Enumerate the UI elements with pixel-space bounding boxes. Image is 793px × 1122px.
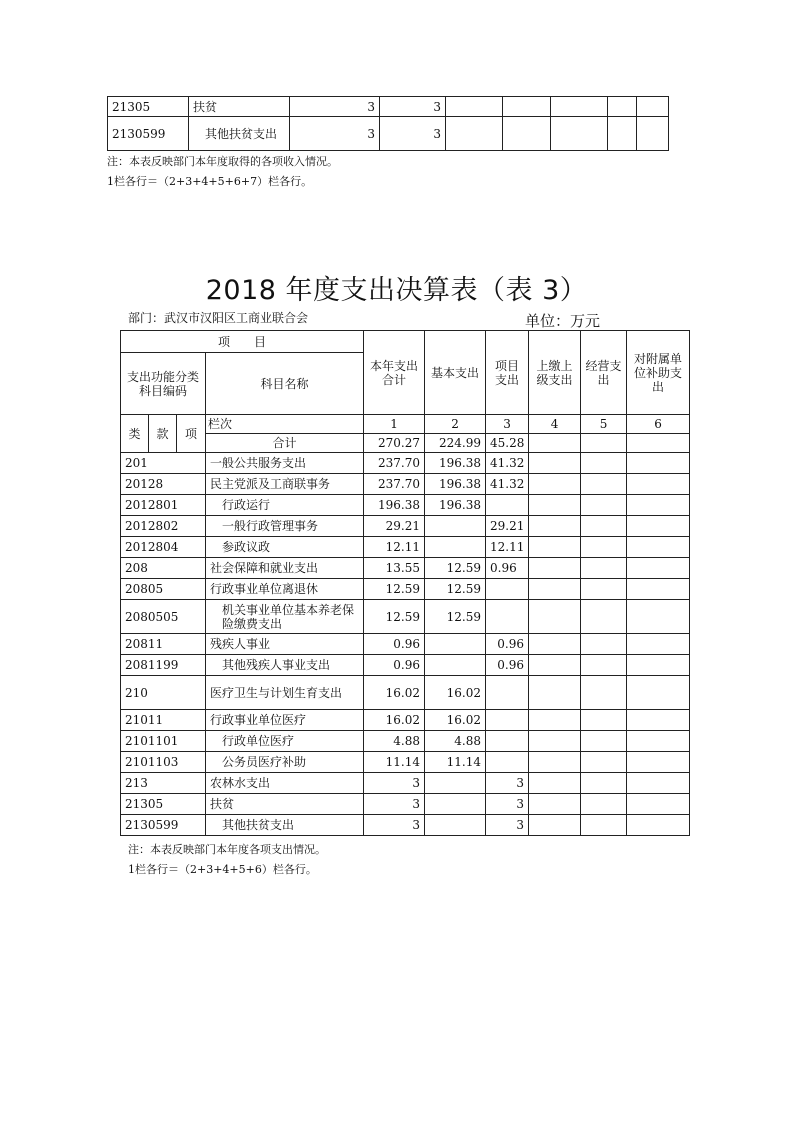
- table-row: [121, 794, 690, 815]
- project-cell: [486, 731, 529, 752]
- col-num: 4: [529, 415, 581, 434]
- project-cell: 0.96: [486, 655, 529, 676]
- project-cell: 41.32: [486, 474, 529, 495]
- table-row: [108, 97, 669, 117]
- table-row: [121, 453, 690, 474]
- name-cell: 机关事业单位基本养老保险缴费支出: [206, 600, 364, 634]
- project-cell: 41.32: [486, 453, 529, 474]
- income-table-continuation: [107, 96, 669, 151]
- table-row: [121, 655, 690, 676]
- code-cell: 201: [121, 453, 206, 474]
- name-cell: 行政事业单位离退休: [206, 579, 364, 600]
- basic-cell: [425, 634, 486, 655]
- total-cell: 16.02: [364, 676, 425, 710]
- basic-cell: [425, 815, 486, 836]
- name-cell: 其他扶贫支出: [189, 117, 290, 151]
- total-cell: 13.55: [364, 558, 425, 579]
- name-cell: 行政事业单位医疗: [206, 710, 364, 731]
- total-row: [121, 434, 690, 453]
- project-cell: 3: [486, 815, 529, 836]
- table-row: [121, 773, 690, 794]
- table-row: [108, 117, 669, 151]
- name-cell: 一般行政管理事务: [206, 516, 364, 537]
- expense-table: [120, 330, 690, 836]
- xiang-header: 项: [177, 415, 206, 453]
- table-row: [121, 474, 690, 495]
- table-row: [121, 600, 690, 634]
- total-cell: 12.11: [364, 537, 425, 558]
- name-cell: 农林水支出: [206, 773, 364, 794]
- col-num: 6: [627, 415, 690, 434]
- basic-cell: 196.38: [425, 453, 486, 474]
- subject-name-header: 科目名称: [206, 353, 364, 415]
- total-cell: 4.88: [364, 731, 425, 752]
- total-cell: 0.96: [364, 634, 425, 655]
- income-note-1: 注：本表反映部门本年度取得的各项收入情况。: [107, 155, 338, 168]
- expense-note-2: 1栏各行＝（2+3+4+5+6）栏各行。: [128, 863, 317, 876]
- project-cell: 3: [486, 794, 529, 815]
- total-cell: 3: [364, 815, 425, 836]
- basic-cell: 224.99: [425, 434, 486, 453]
- code-cell: 2130599: [108, 117, 189, 151]
- subsidy-header: 对附属单位补助支出: [627, 331, 690, 415]
- business-header: 经营支出: [581, 331, 627, 415]
- project-cell: [486, 676, 529, 710]
- total-cell: 196.38: [364, 495, 425, 516]
- total-cell: 3: [364, 773, 425, 794]
- department-label: 部门：武汉市汉阳区工商业联合会: [128, 311, 309, 325]
- name-cell: 公务员医疗补助: [206, 752, 364, 773]
- total-cell: 270.27: [364, 434, 425, 453]
- col-num: 2: [425, 415, 486, 434]
- code-cell: 2080505: [121, 600, 206, 634]
- project-cell: 29.21: [486, 516, 529, 537]
- name-cell: 其他扶贫支出: [206, 815, 364, 836]
- name-cell: 扶贫: [206, 794, 364, 815]
- project-cell: [486, 710, 529, 731]
- code-cell: 21305: [121, 794, 206, 815]
- code-cell: 208: [121, 558, 206, 579]
- col-num: 5: [581, 415, 627, 434]
- code-cell: 2012801: [121, 495, 206, 516]
- kuan-header: 款: [149, 415, 177, 453]
- code-cell: 2101101: [121, 731, 206, 752]
- col-num: 1: [364, 415, 425, 434]
- project-cell: 0.96: [486, 634, 529, 655]
- code-cell: 2012802: [121, 516, 206, 537]
- basic-cell: 12.59: [425, 579, 486, 600]
- table-row: [121, 710, 690, 731]
- basic-cell: [425, 794, 486, 815]
- total-cell: 11.14: [364, 752, 425, 773]
- total-header: 本年支出合计: [364, 331, 425, 415]
- unit-label: 单位：万元: [525, 312, 601, 330]
- name-cell: 一般公共服务支出: [206, 453, 364, 474]
- project-cell: [486, 600, 529, 634]
- value-cell: 3: [290, 97, 380, 117]
- basic-cell: 16.02: [425, 676, 486, 710]
- name-cell: 合计: [206, 434, 364, 453]
- basic-cell: 196.38: [425, 474, 486, 495]
- income-note-2: 1栏各行＝（2+3+4+5+6+7）栏各行。: [107, 175, 313, 188]
- upper-header: 上缴上级支出: [529, 331, 581, 415]
- basic-cell: [425, 773, 486, 794]
- code-cell: 21011: [121, 710, 206, 731]
- total-cell: 16.02: [364, 710, 425, 731]
- table-row: [121, 579, 690, 600]
- name-cell: 民主党派及工商联事务: [206, 474, 364, 495]
- table-row: [121, 516, 690, 537]
- basic-cell: [425, 537, 486, 558]
- basic-cell: 12.59: [425, 558, 486, 579]
- expense-note-1: 注：本表反映部门本年度各项支出情况。: [128, 843, 326, 856]
- func-code-header: 支出功能分类科目编码: [121, 353, 206, 415]
- project-cell: 0.96: [486, 558, 529, 579]
- total-cell: 29.21: [364, 516, 425, 537]
- name-cell: 行政运行: [206, 495, 364, 516]
- table-row: [121, 634, 690, 655]
- value-cell: 3: [290, 117, 380, 151]
- basic-cell: [425, 516, 486, 537]
- table-row: [121, 752, 690, 773]
- name-cell: 医疗卫生与计划生育支出: [206, 676, 364, 710]
- table-row: [121, 537, 690, 558]
- value-cell: 3: [380, 97, 446, 117]
- project-cell: 3: [486, 773, 529, 794]
- total-cell: 237.70: [364, 453, 425, 474]
- code-cell: 20128: [121, 474, 206, 495]
- code-cell: 210: [121, 676, 206, 710]
- project-header: 项目支出: [486, 331, 529, 415]
- code-cell: 2012804: [121, 537, 206, 558]
- col-num: 3: [486, 415, 529, 434]
- code-cell: 20811: [121, 634, 206, 655]
- code-cell: 2130599: [121, 815, 206, 836]
- total-cell: 0.96: [364, 655, 425, 676]
- project-cell: 45.28: [486, 434, 529, 453]
- total-cell: 12.59: [364, 579, 425, 600]
- name-cell: 参政议政: [206, 537, 364, 558]
- code-cell: 2101103: [121, 752, 206, 773]
- page-title: 2018 年度支出决算表（表 3）: [205, 275, 588, 306]
- basic-cell: 196.38: [425, 495, 486, 516]
- value-cell: 3: [380, 117, 446, 151]
- lanci-header: 栏次: [206, 415, 364, 434]
- table-row: [121, 495, 690, 516]
- project-cell: 12.11: [486, 537, 529, 558]
- basic-cell: 16.02: [425, 710, 486, 731]
- project-cell: [486, 752, 529, 773]
- lei-header: 类: [121, 415, 149, 453]
- total-cell: 12.59: [364, 600, 425, 634]
- name-cell: 行政单位医疗: [206, 731, 364, 752]
- item-header: 项 目: [121, 331, 364, 353]
- basic-cell: 12.59: [425, 600, 486, 634]
- code-cell: 213: [121, 773, 206, 794]
- name-cell: 其他残疾人事业支出: [206, 655, 364, 676]
- name-cell: 社会保障和就业支出: [206, 558, 364, 579]
- table-row: [121, 731, 690, 752]
- table-row: [121, 815, 690, 836]
- total-cell: 3: [364, 794, 425, 815]
- name-cell: 扶贫: [189, 97, 290, 117]
- basic-header: 基本支出: [425, 331, 486, 415]
- code-cell: 21305: [108, 97, 189, 117]
- table-row: [121, 676, 690, 710]
- table-row: [121, 558, 690, 579]
- code-cell: 20805: [121, 579, 206, 600]
- name-cell: 残疾人事业: [206, 634, 364, 655]
- basic-cell: [425, 655, 486, 676]
- project-cell: [486, 495, 529, 516]
- project-cell: [486, 579, 529, 600]
- code-cell: 2081199: [121, 655, 206, 676]
- basic-cell: 4.88: [425, 731, 486, 752]
- basic-cell: 11.14: [425, 752, 486, 773]
- total-cell: 237.70: [364, 474, 425, 495]
